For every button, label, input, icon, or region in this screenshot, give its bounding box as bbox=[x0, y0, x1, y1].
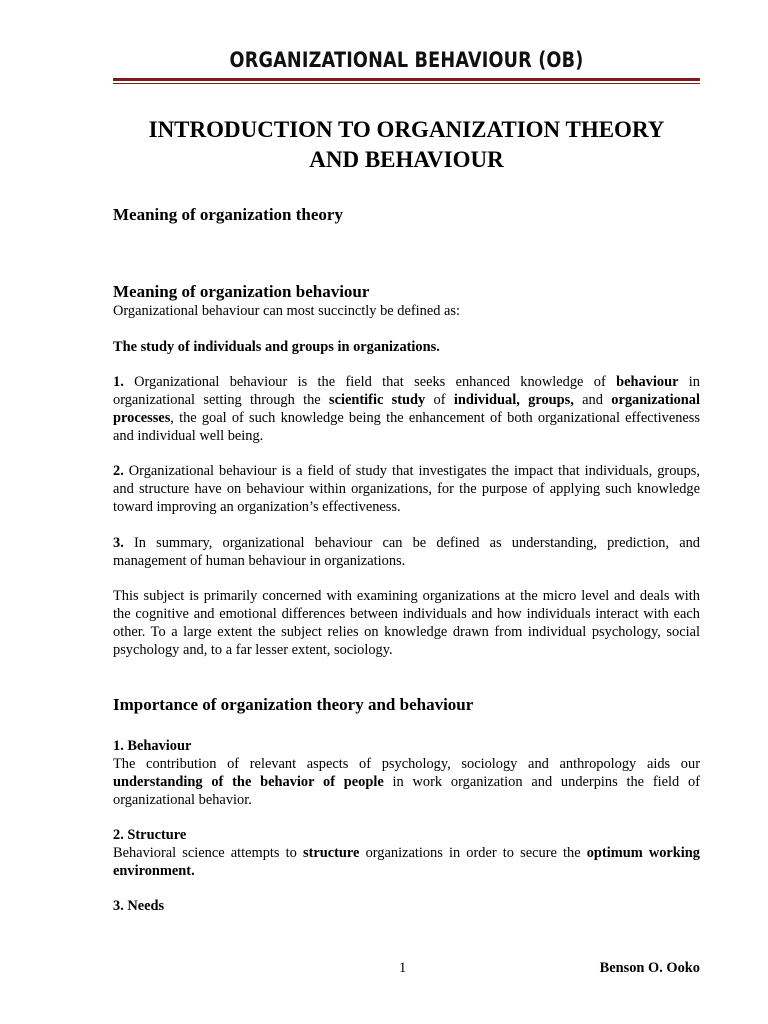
document-title bbox=[113, 115, 700, 175]
item-2-text-a: Behavioral science attempts to bbox=[113, 845, 303, 861]
item-1-heading: 1. Behaviour bbox=[113, 738, 192, 754]
document-title-line-2: AND BEHAVIOUR bbox=[309, 147, 504, 172]
definition-2 bbox=[113, 462, 700, 516]
heading-importance: Importance of organization theory and behaviour bbox=[113, 695, 474, 714]
item-3-heading: 3. Needs bbox=[113, 898, 165, 914]
item-2-bold-structure: structure bbox=[302, 845, 360, 861]
heading-meaning-theory: Meaning of organization theory bbox=[113, 205, 343, 224]
definition-1-bold-scientific-study: scientific study bbox=[328, 392, 426, 408]
item-1-text bbox=[113, 755, 700, 809]
item-2-bold-optimum: optimum working environment. bbox=[113, 845, 700, 879]
definition-1-bold-behaviour: behaviour bbox=[616, 374, 679, 390]
document-title-line-1: INTRODUCTION TO ORGANIZATION THEORY bbox=[148, 117, 665, 142]
definition-1 bbox=[113, 373, 700, 445]
definition-2-number: 2. bbox=[113, 463, 124, 479]
header-rule-thick bbox=[113, 78, 700, 81]
item-2-heading: 2. Structure bbox=[113, 827, 187, 843]
definition-1-text-a: Organizational behaviour is the field that seeks enhanced knowledge of bbox=[123, 374, 617, 390]
definition-1-bold-organizational-processes: organizational processes bbox=[113, 392, 700, 426]
subject-paragraph: This subject is primarily concerned with examining organizations at the micro level and deals with the cognitive and emotional differences between individuals and how individuals interact with each other. To a large extent the subject relies on knowledge drawn from individual psychology, social psychology and, to a far lesser extent, sociology. bbox=[113, 588, 700, 658]
item-1-text-a: The contribution of relevant aspects of psychology, sociology and anthropology aids our bbox=[113, 756, 700, 772]
header-rule-thin bbox=[113, 83, 700, 84]
document-page bbox=[113, 0, 700, 1024]
item-2-text-b: organizations in order to secure the bbox=[359, 845, 587, 861]
definition-1-number: 1. bbox=[113, 374, 124, 390]
definition-1-text-b: in organizational setting through the bbox=[113, 374, 701, 408]
definition-1-bold-individual-groups: individual, groups, bbox=[453, 392, 574, 408]
definition-2-text: Organizational behaviour is a field of study that investigates the impact that individuals, groups, and structure have on behaviour within organizations, for the purpose of applying such knowledge toward improving an organization’s effectiveness. bbox=[113, 463, 700, 515]
running-header-title: ORGANIZATIONAL BEHAVIOUR (OB) bbox=[229, 48, 584, 72]
defined-as-text: Organizational behaviour can most succinctly be defined as: bbox=[113, 303, 460, 319]
item-2-text bbox=[113, 844, 700, 880]
study-statement: The study of individuals and groups in organizations. bbox=[113, 339, 440, 355]
definition-3-text: In summary, organizational behaviour can be defined as understanding, prediction, and management of human behaviour in organizations. bbox=[113, 535, 700, 569]
item-1-bold: understanding of the behavior of people bbox=[113, 774, 384, 790]
definition-3 bbox=[113, 534, 700, 570]
heading-meaning-behaviour: Meaning of organization behaviour bbox=[113, 282, 370, 301]
definition-3-number: 3. bbox=[113, 535, 124, 551]
definition-1-text-c: of bbox=[425, 392, 454, 408]
page-number: 1 bbox=[399, 960, 407, 976]
footer-author: Benson O. Ooko bbox=[599, 960, 700, 976]
definition-1-text-e: , the goal of such knowledge being the enhancement of both organizational effectiveness and individual well being. bbox=[113, 410, 700, 444]
item-1-text-b: in work organization and underpins the field of organizational behavior. bbox=[113, 774, 700, 808]
definition-1-text-d: and bbox=[573, 392, 612, 408]
